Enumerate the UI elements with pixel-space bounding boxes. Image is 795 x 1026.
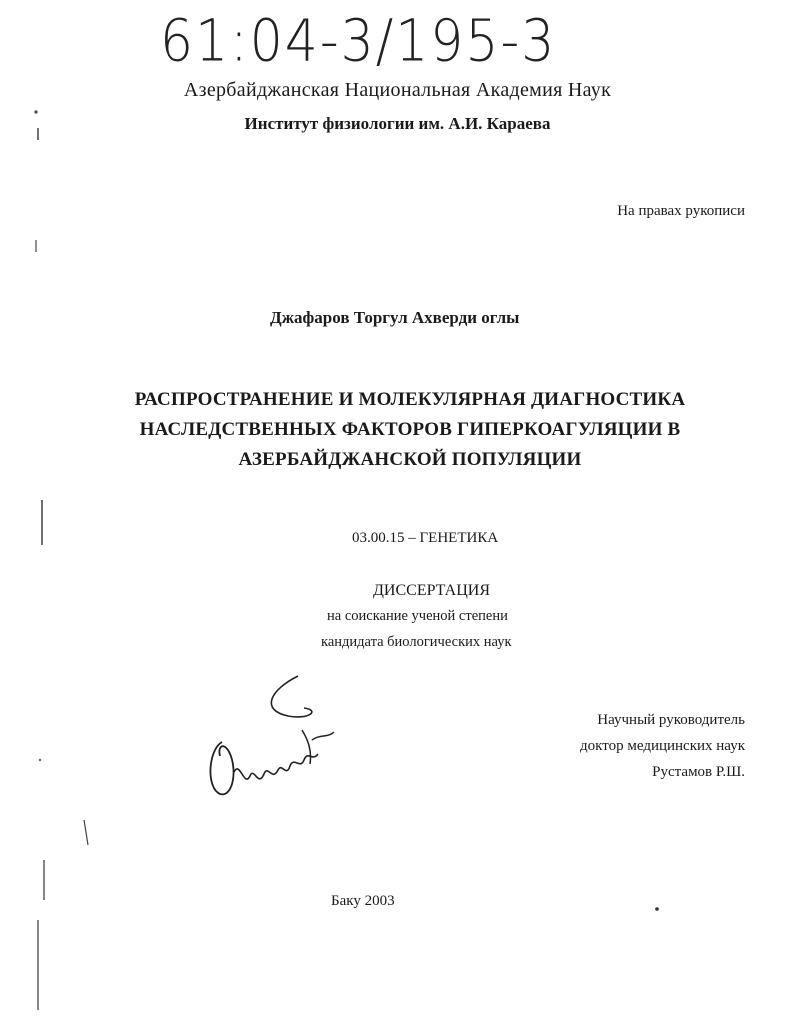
supervisor-degree: доктор медицинских наук [580, 738, 745, 754]
supervisor-name: Рустамов Р.Ш. [652, 764, 745, 780]
title-line-2: НАСЛЕДСТВЕННЫХ ФАКТОРОВ ГИПЕРКОАГУЛЯЦИИ В [139, 419, 681, 440]
title-line-3: АЗЕРБАЙДЖАНСКОЙ ПОПУЛЯЦИИ [238, 449, 582, 470]
supervisor-role: Научный руководитель [597, 712, 745, 728]
title-line-1: РАСПРОСТРАНЕНИЕ И МОЛЕКУЛЯРНАЯ ДИАГНОСТИКА [134, 389, 686, 410]
author-name: Джафаров Торгул Ахверди оглы [270, 308, 520, 327]
city-year: Баку 2003 [331, 893, 395, 909]
degree-line-1: на соискание ученой степени [327, 608, 508, 624]
rights-note: На правах рукописи [617, 203, 745, 219]
degree-line-2: кандидата биологических наук [321, 634, 512, 650]
handwritten-archive-code: 61:04-3/195-3 [160, 8, 557, 76]
institute-name: Институт физиологии им. А.И. Караева [244, 114, 551, 133]
specialty-code: 03.00.15 – ГЕНЕТИКА [352, 530, 499, 546]
academy-name: Азербайджанская Национальная Академия Наук [183, 79, 612, 101]
dissertation-heading: ДИССЕРТАЦИЯ [373, 582, 490, 599]
